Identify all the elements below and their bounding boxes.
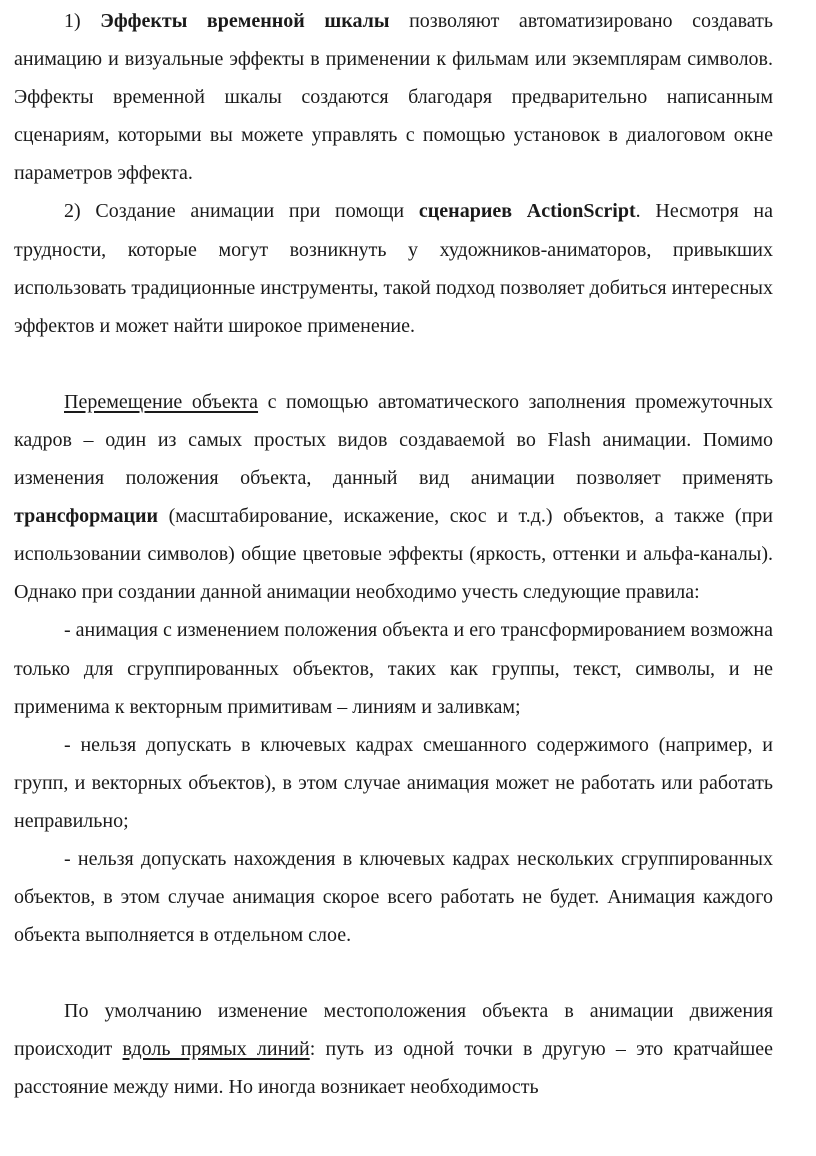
paragraph-text: с помощью автоматического заполнения промежуточных кадров – один из самых простых видов создаваемой во Flash анимации. Помимо изменения положения объекта, данный вид анимации позволяет применять (14, 390, 773, 490)
paragraph-timeline-effects (14, 0, 773, 192)
underlined-term-straight-lines: вдоль прямых линий (122, 1038, 310, 1061)
item-number: 1) (64, 10, 101, 32)
bold-term-transformations: трансформации (14, 505, 159, 528)
paragraph-text-end: (масштабирование, искажение, скос и т.д.) объектов, а также (при использовании символов) общие цветовые эффекты (яркость, оттенки и альфа-каналы). Однако при создании данной анимации необходимо учесть следующие правила: (14, 505, 773, 604)
rule-item-multiple-groups: - нельзя допускать нахождения в ключевых кадрах нескольких сгруппированных объектов, в этом случае анимация скорое всего работать не будет. Анимация каждого объекта выполняется в отдельном слое. (14, 847, 773, 947)
document-page (14, 0, 773, 1107)
paragraph-text-start: 2) Создание анимации при помощи (64, 200, 419, 223)
rule-item-mixed-content: - нельзя допускать в ключевых кадрах смешанного содержимого (например, и групп, и векторных объектов), в этом случае анимация может не работать или работать неправильно; (14, 733, 773, 832)
bold-term-timeline-effects: Эффекты временной шкалы (100, 10, 390, 32)
paragraph-actionscript (14, 192, 773, 344)
underlined-term-object-motion: Перемещение объекта (64, 390, 259, 413)
blank-line (14, 345, 773, 383)
bold-term-actionscript: сценариев ActionScript (418, 200, 636, 223)
paragraph-text: : путь из одной точки в другую – это кратчайшее расстояние между ними. Но иногда возникает необходимость (14, 1038, 774, 1099)
rule-item-grouped-objects: - анимация с изменением положения объекта и его трансформированием возможна только для сгруппированных объектов, таких как группы, текст, символы, и не применима к векторным примитивам – линиям и заливкам; (14, 619, 773, 718)
paragraph-text-start: По умолчанию изменение местоположения объекта в анимации движения происходит (14, 1000, 773, 1061)
paragraph-object-motion (14, 383, 773, 612)
paragraph-straight-lines (14, 992, 773, 1106)
blank-line (14, 954, 773, 992)
paragraph-text: . Несмотря на трудности, которые могут возникнуть у художников-аниматоров, привыкших использовать традиционные инструменты, такой подход позволяет добиться интересных эффектов и может найти широкое применение. (14, 200, 773, 337)
paragraph-text: позволяют автоматизировано создавать анимацию и визуальные эффекты в применении к фильмам или экземплярам символов. Эффекты временной шкалы создаются благодаря предварительно написанным сценариям, которыми вы можете управлять с помощью установок в диалоговом окне параметров эффекта. (14, 10, 773, 185)
